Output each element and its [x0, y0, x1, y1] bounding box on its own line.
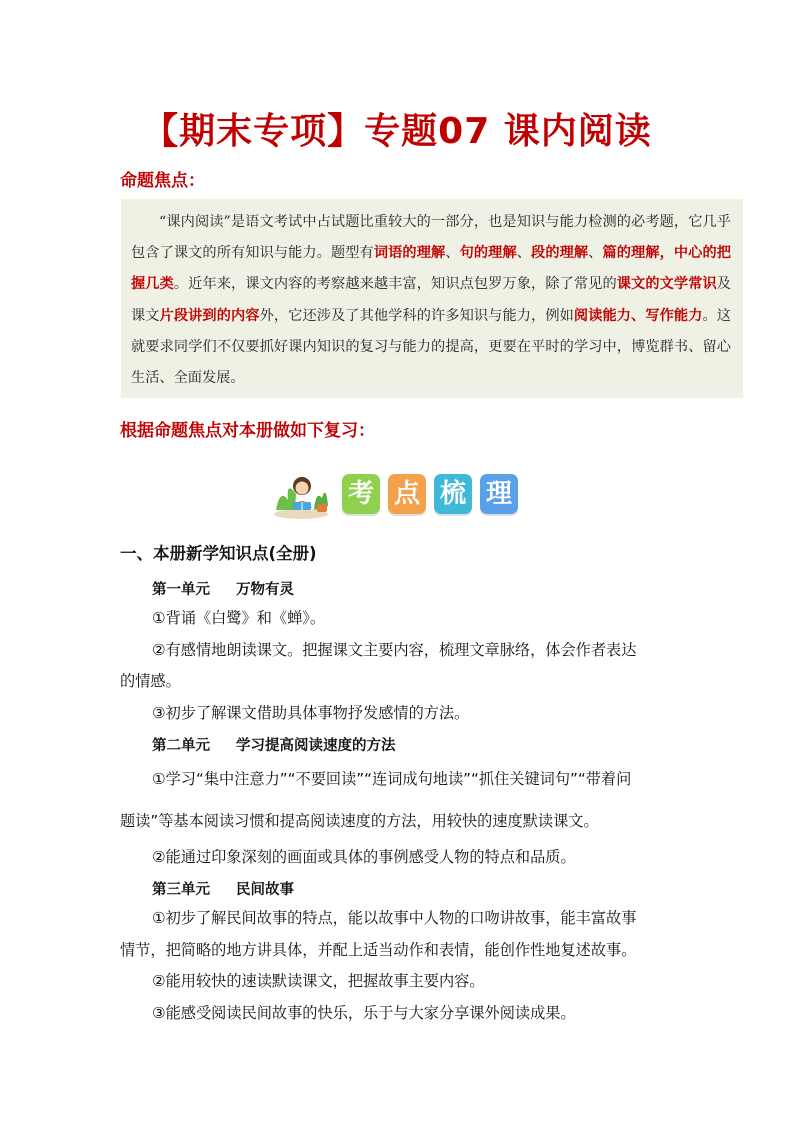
knowledge-item: ①初步了解民间故事的特点，能以故事中人物的口吻讲故事，能丰富故事	[152, 909, 637, 927]
knowledge-item: ③能感受阅读民间故事的快乐，乐于与大家分享课外阅读成果。	[152, 1004, 576, 1022]
knowledge-item: ②能用较快的速读默读课文，把握故事主要内容。	[152, 972, 485, 990]
focus-text: 及课文	[131, 276, 731, 324]
tile-dian: 点	[388, 474, 426, 514]
focus-text: 、	[445, 245, 460, 262]
unit-heading	[152, 734, 396, 755]
focus-emphasis: 段的理解	[531, 245, 589, 262]
knowledge-item: ②能通过印象深刻的画面或具体的事例感受人物的特点和品质。	[152, 848, 576, 866]
page-title: 【期末专项】专题07 课内阅读	[142, 111, 652, 152]
knowledge-banner	[270, 470, 530, 520]
knowledge-item-cont: 题读”等基本阅读习惯和提高阅读速度的方法，用较快的速度默读课文。	[120, 812, 599, 830]
focus-emphasis: 句的理解	[459, 245, 517, 262]
tile-li: 理	[480, 474, 518, 514]
reading-child-icon	[270, 470, 332, 520]
review-heading: 根据命题焦点对本册做如下复习：	[120, 421, 375, 441]
unit-name: 第三单元	[152, 882, 210, 898]
focus-emphasis: 阅读能力、写作能力	[573, 307, 703, 324]
focus-heading: 命题焦点：	[120, 171, 205, 191]
focus-emphasis: 片段讲到的内容	[159, 307, 260, 324]
unit-heading	[152, 578, 294, 599]
focus-text: 、	[516, 245, 532, 262]
focus-text: 。近年来，课文内容的考察越来越丰富，知识点包罗万象，除了常见的	[173, 276, 617, 293]
unit-topic: 万物有灵	[236, 582, 294, 598]
knowledge-item-cont: 的情感。	[120, 672, 181, 690]
unit-topic: 民间故事	[236, 882, 294, 898]
focus-emphasis: 词语的理解	[373, 245, 446, 262]
unit-heading	[152, 878, 294, 899]
focus-text: 。这就要求同学们不仅要抓好课内知识的复习与能力的提高，更要在平时的学习中，博览群书、留心生活、全面发展。	[131, 307, 731, 387]
knowledge-item: ③初步了解课文借助具体事物抒发感情的方法。	[152, 704, 470, 722]
unit-name: 第二单元	[152, 738, 210, 754]
section-heading: 一、本册新学知识点(全册)	[120, 544, 317, 563]
focus-text: 、	[588, 245, 603, 262]
focus-emphasis: 课文的文学常识	[616, 276, 717, 293]
knowledge-item: ①学习“集中注意力”“不要回读”“连词成句地读”“抓住关键词句”“带着问	[152, 770, 632, 788]
knowledge-item: ①背诵《白鹭》和《蝉》。	[152, 609, 326, 627]
tile-kao: 考	[342, 474, 380, 514]
focus-text: 外，它还涉及了其他学科的许多知识与能力，例如	[259, 307, 574, 324]
knowledge-item: ②有感情地朗读课文。把握课文主要内容，梳理文章脉络，体会作者表达	[152, 641, 637, 659]
focus-text: “课内阅读”是语文考试中占试题比重较大的一部分，也是知识与能力检测的必考题，它几乎包含了课文的所有知识与能力。题型有	[131, 214, 731, 262]
tile-shu: 梳	[434, 474, 472, 514]
knowledge-item-cont: 情节，把简略的地方讲具体，并配上适当动作和表情，能创作性地复述故事。	[120, 941, 637, 959]
unit-topic: 学习提高阅读速度的方法	[236, 738, 396, 754]
focus-emphasis: 篇的理解，中心的把握几类	[131, 245, 731, 293]
focus-box	[121, 199, 743, 398]
unit-name: 第一单元	[152, 582, 210, 598]
